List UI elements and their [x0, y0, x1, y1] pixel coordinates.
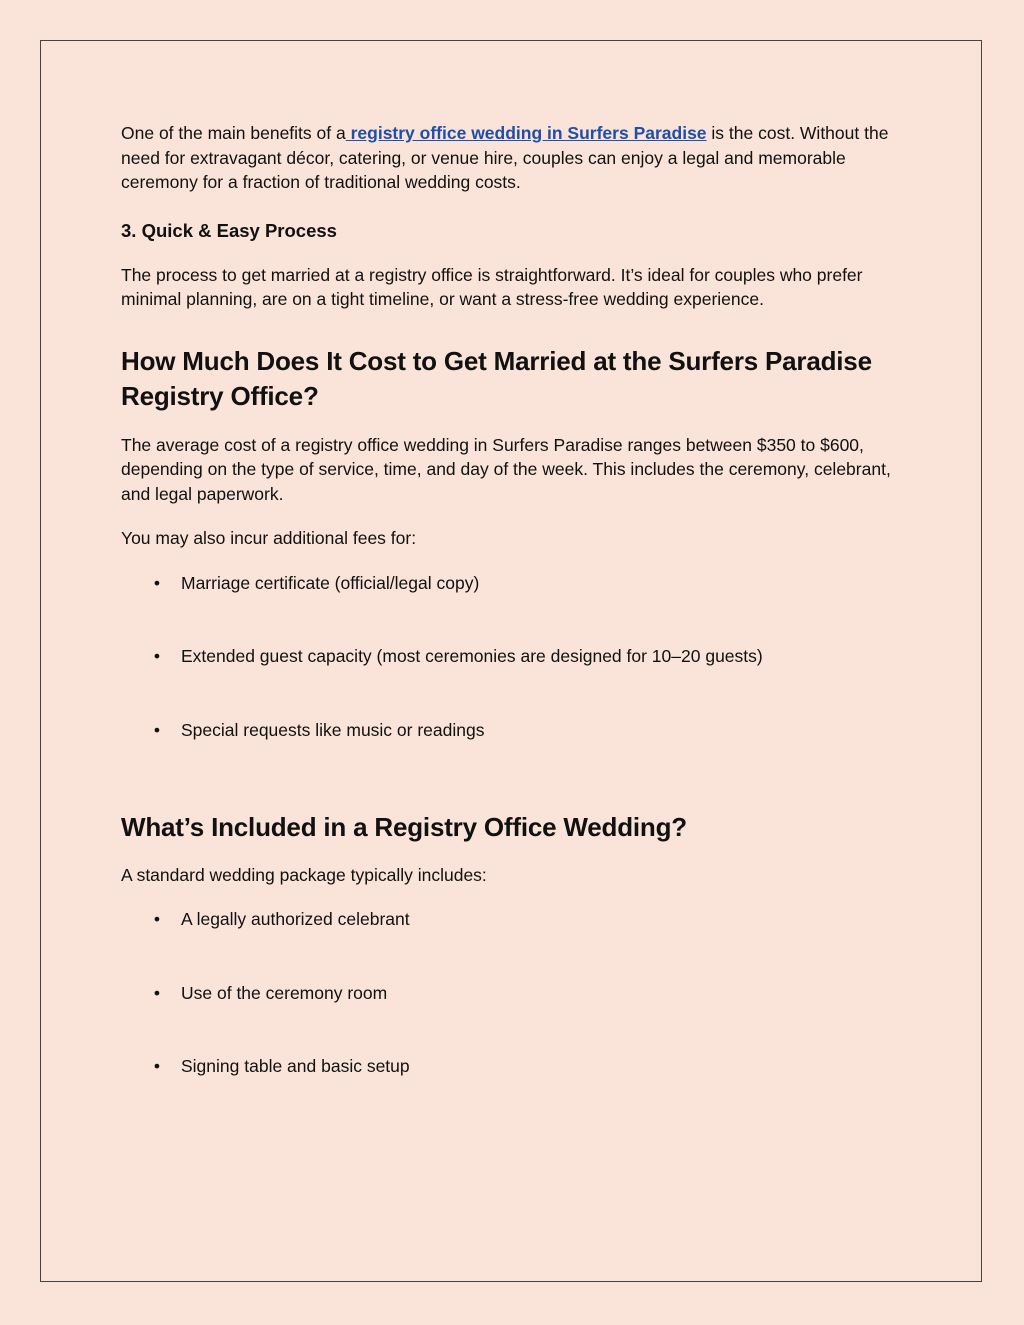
- intro-paragraph: [121, 121, 911, 195]
- list-item: [121, 981, 911, 1005]
- bullet-icon: •: [153, 1056, 161, 1076]
- list-item: [121, 571, 911, 595]
- fees-list: [121, 571, 911, 742]
- process-paragraph: The process to get married at a registry office is straightforward. It’s ideal for couples who prefer minimal planning, are on a tight timeline, or want a stress-free wedding experience.: [121, 264, 863, 309]
- included-list: [121, 907, 911, 1078]
- list-item-text: Use of the ceremony room: [181, 982, 388, 1003]
- intro-text-before: One of the main benefits of a: [121, 123, 346, 143]
- process-subheading: 3. Quick & Easy Process: [121, 219, 337, 241]
- bullet-icon: •: [153, 719, 161, 740]
- bullet-icon: •: [153, 572, 161, 593]
- list-item-text: Extended guest capacity (most ceremonies are designed for 10–20 guests): [181, 646, 763, 666]
- bullet-icon: •: [153, 909, 161, 929]
- bullet-icon: •: [153, 646, 161, 666]
- list-item-text: Signing table and basic setup: [181, 1056, 410, 1076]
- fees-intro: You may also incur additional fees for:: [121, 528, 417, 548]
- bullet-icon: •: [153, 982, 161, 1003]
- package-paragraph: A standard wedding package typically includes:: [121, 864, 487, 885]
- cost-paragraph: The average cost of a registry office wedding in Surfers Paradise ranges between $350 to $600, depending on the type of service, time, and day of the week. This includes the ceremony, celebrant, and legal paperwork.: [121, 434, 891, 504]
- list-item-text: A legally authorized celebrant: [181, 909, 410, 929]
- document-body: [121, 121, 911, 1078]
- included-heading: What’s Included in a Registry Office Wedding?: [121, 811, 687, 842]
- registry-office-wedding-link[interactable]: registry office wedding in Surfers Paradise: [345, 123, 707, 143]
- list-item-text: Marriage certificate (official/legal copy): [181, 572, 480, 593]
- list-item: [121, 644, 911, 668]
- list-item: [121, 907, 911, 931]
- cost-heading: How Much Does It Cost to Get Married at the Surfers Paradise Registry Office?: [121, 345, 872, 411]
- list-item: [121, 1054, 911, 1078]
- list-item-text: Special requests like music or readings: [181, 719, 485, 740]
- intro-text-after: is the cost. Without the need for extravagant décor, catering, or venue hire, couples can enjoy a legal and memorable ceremony for a fraction of traditional wedding costs.: [121, 123, 889, 192]
- list-item: [121, 718, 911, 742]
